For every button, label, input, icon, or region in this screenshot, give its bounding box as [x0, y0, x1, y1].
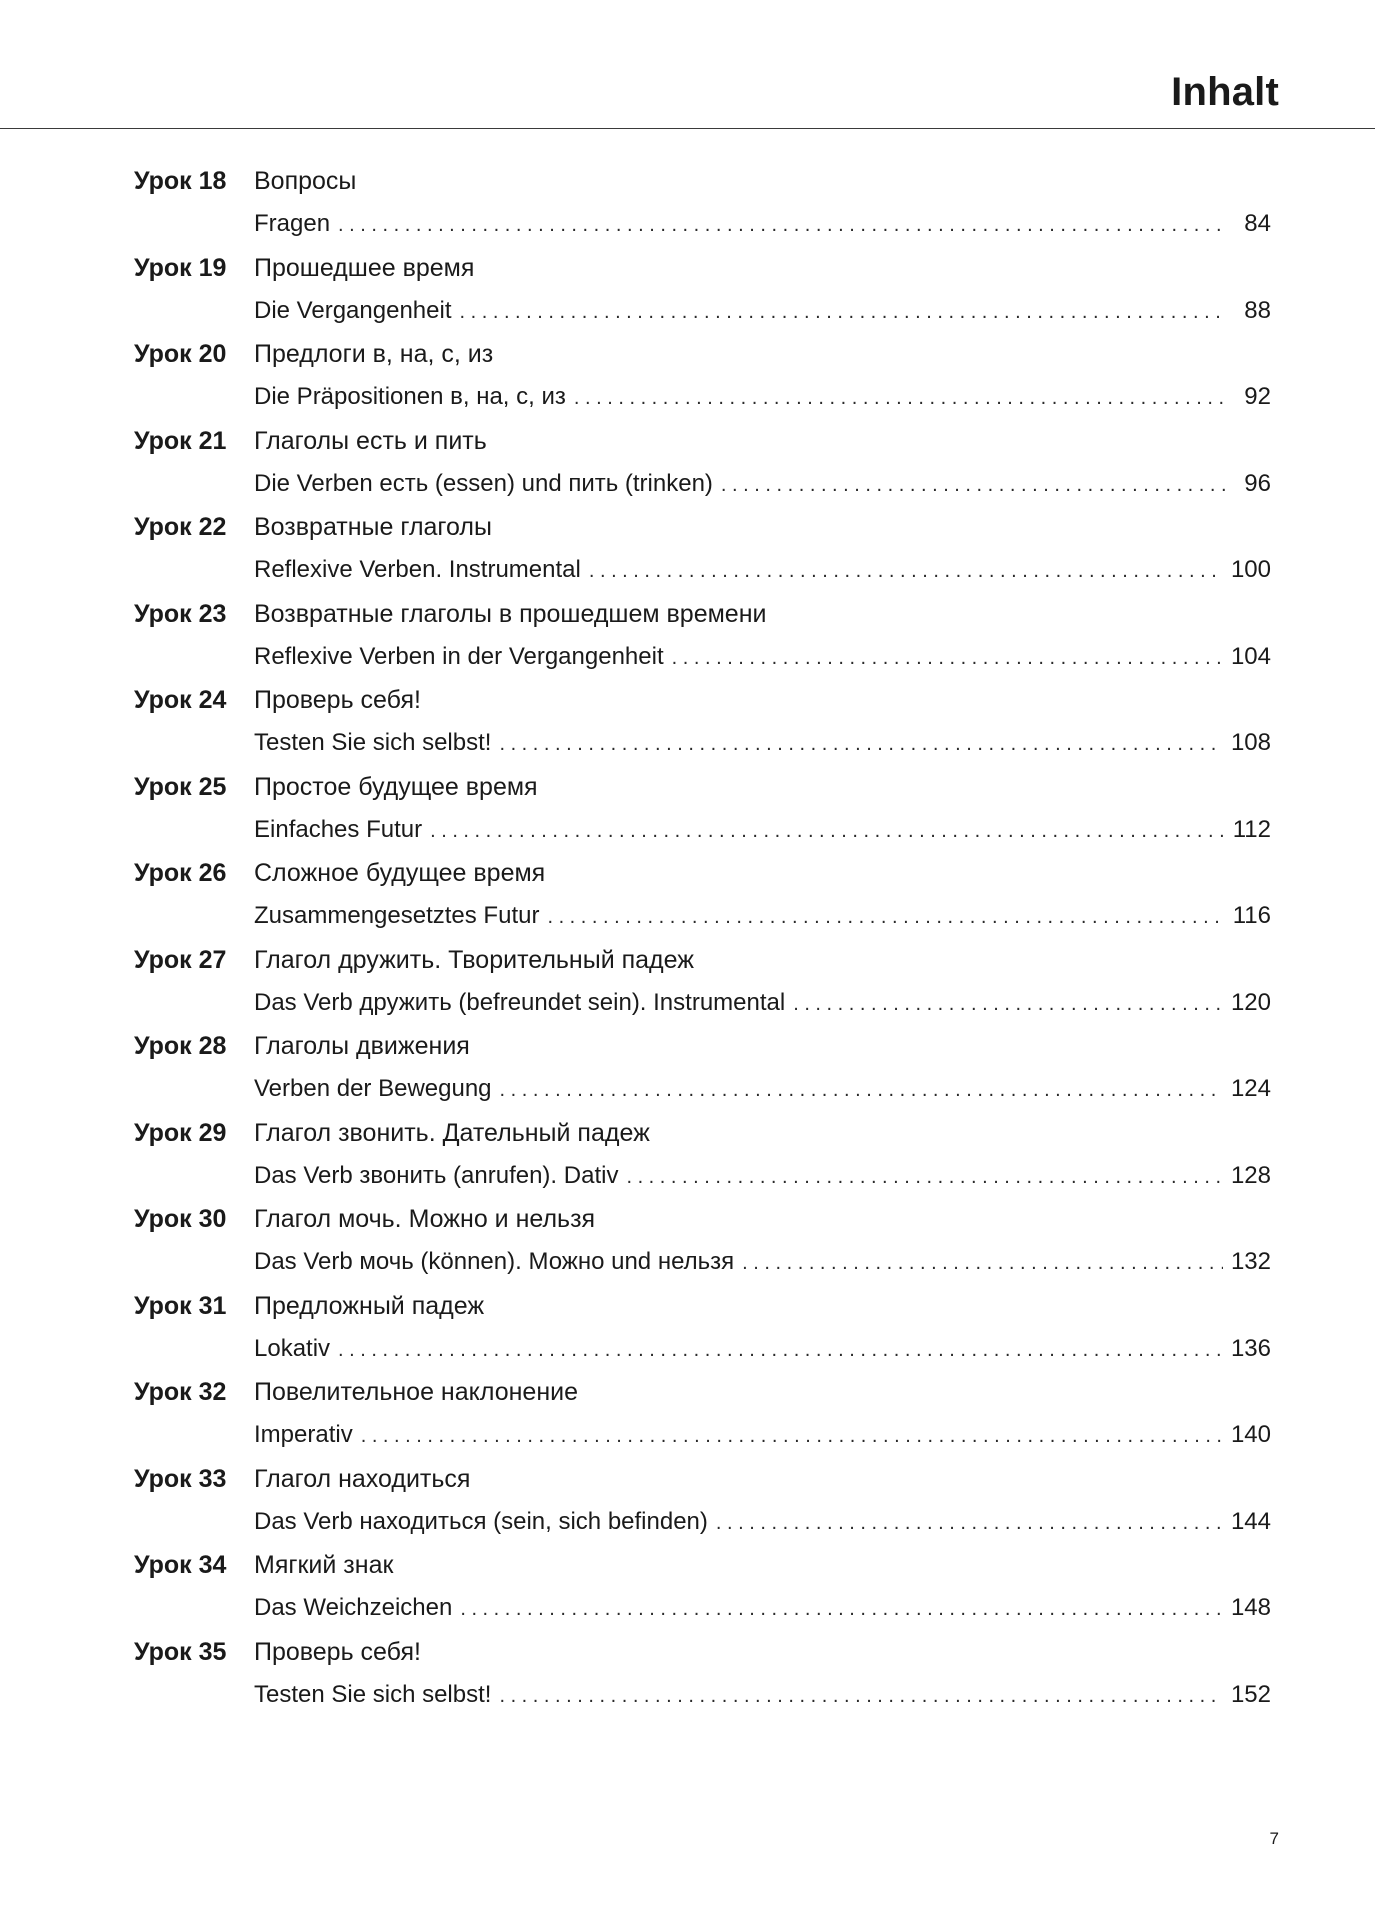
toc-page-number: 120	[1230, 988, 1271, 1016]
lesson-title-russian: Вопросы	[254, 167, 357, 195]
lesson-title-russian: Предложный падеж	[254, 1291, 485, 1320]
toc-entry	[134, 1638, 1271, 1725]
lesson-title-german: Testen Sie sich selbst!	[254, 729, 492, 756]
toc-entry	[134, 686, 1271, 773]
lesson-number: Урок 31	[134, 1291, 227, 1320]
lesson-title-russian: Простое будущее время	[254, 772, 538, 801]
toc-page-number: 140	[1230, 1421, 1271, 1448]
lesson-title-german: Reflexive Verben in der Vergangenheit	[254, 642, 664, 670]
lesson-title-russian: Возвратные глаголы в прошедшем времени	[254, 599, 767, 628]
toc-link-row[interactable]	[254, 1162, 1271, 1202]
lesson-number: Урок 32	[134, 1378, 227, 1406]
lesson-title-russian: Повелительное наклонение	[254, 1378, 578, 1406]
dot-leader	[672, 647, 1223, 670]
toc-link-row[interactable]	[254, 210, 1271, 250]
page-title: Inhalt	[1171, 70, 1279, 114]
toc-page-number: 96	[1244, 469, 1271, 497]
lesson-title-russian: Глагол находиться	[254, 1464, 471, 1493]
lesson-title-german: Die Verben есть (essen) und пить (trinken)	[254, 469, 713, 497]
toc-link-row[interactable]	[254, 1075, 1271, 1115]
lesson-heading	[134, 427, 487, 467]
lesson-heading	[134, 1638, 421, 1678]
lesson-title-german: Zusammengesetztes Futur	[254, 902, 540, 929]
dot-leader	[626, 1166, 1223, 1189]
dot-leader	[459, 301, 1227, 324]
toc-page-number: 132	[1230, 1248, 1271, 1275]
toc-link-row[interactable]	[254, 383, 1271, 423]
toc-page-number: 104	[1230, 642, 1271, 670]
lesson-number: Урок 19	[134, 253, 227, 282]
dot-leader	[338, 1339, 1223, 1362]
toc-link-row[interactable]	[254, 1681, 1271, 1721]
lesson-number: Урок 30	[134, 1205, 227, 1233]
toc-entry	[134, 1465, 1271, 1552]
toc-page-number: 88	[1244, 296, 1271, 324]
lesson-number: Урок 34	[134, 1551, 227, 1579]
toc-page-number: 84	[1244, 210, 1271, 237]
toc-page-number: 116	[1232, 902, 1271, 929]
toc-entry	[134, 513, 1271, 600]
toc-link-row[interactable]	[254, 643, 1271, 683]
toc-entry	[134, 859, 1271, 946]
lesson-heading	[134, 1205, 595, 1245]
toc-entry	[134, 167, 1271, 254]
lesson-title-german: Lokativ	[254, 1334, 331, 1362]
toc-link-row[interactable]	[254, 1508, 1271, 1548]
toc-link-row[interactable]	[254, 470, 1271, 510]
lesson-title-russian: Мягкий знак	[254, 1551, 394, 1579]
toc-link-row[interactable]	[254, 556, 1271, 596]
toc-page-number: 124	[1230, 1075, 1271, 1102]
dot-leader	[430, 820, 1225, 843]
lesson-title-german: Die Präpositionen в, на, с, из	[254, 383, 566, 410]
toc-link-row[interactable]	[254, 1248, 1271, 1288]
lesson-title-german: Das Verb звонить (anrufen). Dativ	[254, 1161, 619, 1189]
lesson-number: Урок 23	[134, 599, 227, 628]
toc-entry	[134, 946, 1271, 1033]
lesson-title-russian: Глаголы есть и пить	[254, 426, 487, 455]
toc-page-number: 148	[1230, 1594, 1271, 1621]
toc-page-number: 100	[1230, 556, 1271, 583]
lesson-title-german: Testen Sie sich selbst!	[254, 1680, 492, 1708]
lesson-number: Урок 20	[134, 340, 227, 368]
lesson-title-russian: Проверь себя!	[254, 686, 421, 714]
lesson-number: Урок 25	[134, 772, 227, 801]
lesson-heading	[134, 859, 545, 899]
lesson-number: Урок 27	[134, 945, 227, 974]
lesson-title-russian: Глагол мочь. Можно и нельзя	[254, 1205, 596, 1233]
toc-page-number: 128	[1230, 1161, 1271, 1189]
lesson-heading	[134, 600, 766, 640]
dot-leader	[742, 1252, 1223, 1275]
lesson-title-russian: Прошедшее время	[254, 253, 475, 282]
lesson-heading	[134, 1465, 470, 1505]
lesson-title-german: Verben der Bewegung	[254, 1075, 492, 1102]
lesson-title-german: Einfaches Futur	[254, 815, 423, 843]
dot-leader	[793, 993, 1223, 1016]
toc-link-row[interactable]	[254, 902, 1271, 942]
lesson-heading	[134, 254, 474, 294]
toc-page-number: 136	[1230, 1334, 1271, 1362]
toc-link-row[interactable]	[254, 1421, 1271, 1461]
lesson-title-russian: Глагол звонить. Дательный падеж	[254, 1118, 650, 1147]
lesson-number: Урок 26	[134, 859, 227, 887]
lesson-title-german: Das Verb мочь (können). Можно und нельзя	[254, 1248, 735, 1275]
toc-page-number: 144	[1230, 1507, 1271, 1535]
toc-entry	[134, 1292, 1271, 1379]
page-header	[0, 0, 1375, 129]
lesson-number: Урок 29	[134, 1118, 227, 1147]
lesson-heading	[134, 1292, 484, 1332]
lesson-heading	[134, 1378, 578, 1418]
toc-page-number: 108	[1230, 729, 1271, 756]
lesson-number: Урок 24	[134, 686, 227, 714]
lesson-title-german: Fragen	[254, 210, 331, 237]
dot-leader	[574, 387, 1227, 410]
lesson-number: Урок 28	[134, 1032, 227, 1060]
lesson-heading	[134, 946, 694, 986]
toc-entry	[134, 1205, 1271, 1292]
dot-leader	[547, 906, 1224, 929]
dot-leader	[361, 1425, 1223, 1448]
lesson-title-german: Die Vergangenheit	[254, 296, 452, 324]
lesson-title-german: Imperativ	[254, 1421, 353, 1448]
lesson-heading	[134, 773, 538, 813]
lesson-number: Урок 21	[134, 426, 227, 455]
lesson-heading	[134, 340, 493, 380]
lesson-heading	[134, 1032, 470, 1072]
dot-leader	[499, 733, 1223, 756]
toc-page-number: 112	[1232, 815, 1271, 843]
lesson-heading	[134, 1551, 393, 1591]
lesson-title-russian: Возвратные глаголы	[254, 513, 492, 541]
toc-link-row[interactable]	[254, 297, 1271, 337]
toc-entry	[134, 600, 1271, 687]
lesson-title-russian: Предлоги в, на, с, из	[254, 340, 494, 368]
toc-link-row[interactable]	[254, 729, 1271, 769]
dot-leader	[338, 214, 1227, 237]
dot-leader	[499, 1685, 1223, 1708]
dot-leader	[721, 474, 1227, 497]
dot-leader	[716, 1512, 1223, 1535]
lesson-number: Урок 22	[134, 513, 227, 541]
lesson-title-german: Das Verb дружить (befreundet sein). Instrumental	[254, 988, 786, 1016]
lesson-number: Урок 18	[134, 167, 227, 195]
dot-leader	[460, 1598, 1223, 1621]
lesson-title-russian: Глаголы движения	[254, 1032, 470, 1060]
toc-entry	[134, 773, 1271, 860]
toc-entry	[134, 1551, 1271, 1638]
toc-entry	[134, 1032, 1271, 1119]
page-number: 7	[1269, 1829, 1279, 1848]
lesson-heading	[134, 513, 492, 553]
toc-entry	[134, 340, 1271, 427]
toc-link-row[interactable]	[254, 816, 1271, 856]
toc-entry	[134, 1119, 1271, 1206]
lesson-heading	[134, 1119, 650, 1159]
table-of-contents	[134, 167, 1271, 1724]
toc-entry	[134, 1378, 1271, 1465]
toc-link-row[interactable]	[254, 1335, 1271, 1375]
lesson-title-russian: Глагол дружить. Творительный падеж	[254, 945, 694, 974]
toc-link-row[interactable]	[254, 989, 1271, 1029]
toc-page-number: 152	[1230, 1680, 1271, 1708]
lesson-title-russian: Сложное будущее время	[254, 859, 546, 887]
toc-entry	[134, 427, 1271, 514]
lesson-title-russian: Проверь себя!	[254, 1637, 421, 1666]
toc-link-row[interactable]	[254, 1594, 1271, 1634]
lesson-heading	[134, 167, 356, 207]
dot-leader	[500, 1079, 1223, 1102]
lesson-title-german: Das Verb находиться (sein, sich befinden)	[254, 1507, 708, 1535]
toc-entry	[134, 254, 1271, 341]
lesson-title-german: Reflexive Verben. Instrumental	[254, 556, 581, 583]
toc-page-number: 92	[1244, 383, 1271, 410]
lesson-number: Урок 35	[134, 1637, 227, 1666]
dot-leader	[589, 560, 1223, 583]
lesson-number: Урок 33	[134, 1464, 227, 1493]
lesson-heading	[134, 686, 421, 726]
lesson-title-german: Das Weichzeichen	[254, 1594, 453, 1621]
